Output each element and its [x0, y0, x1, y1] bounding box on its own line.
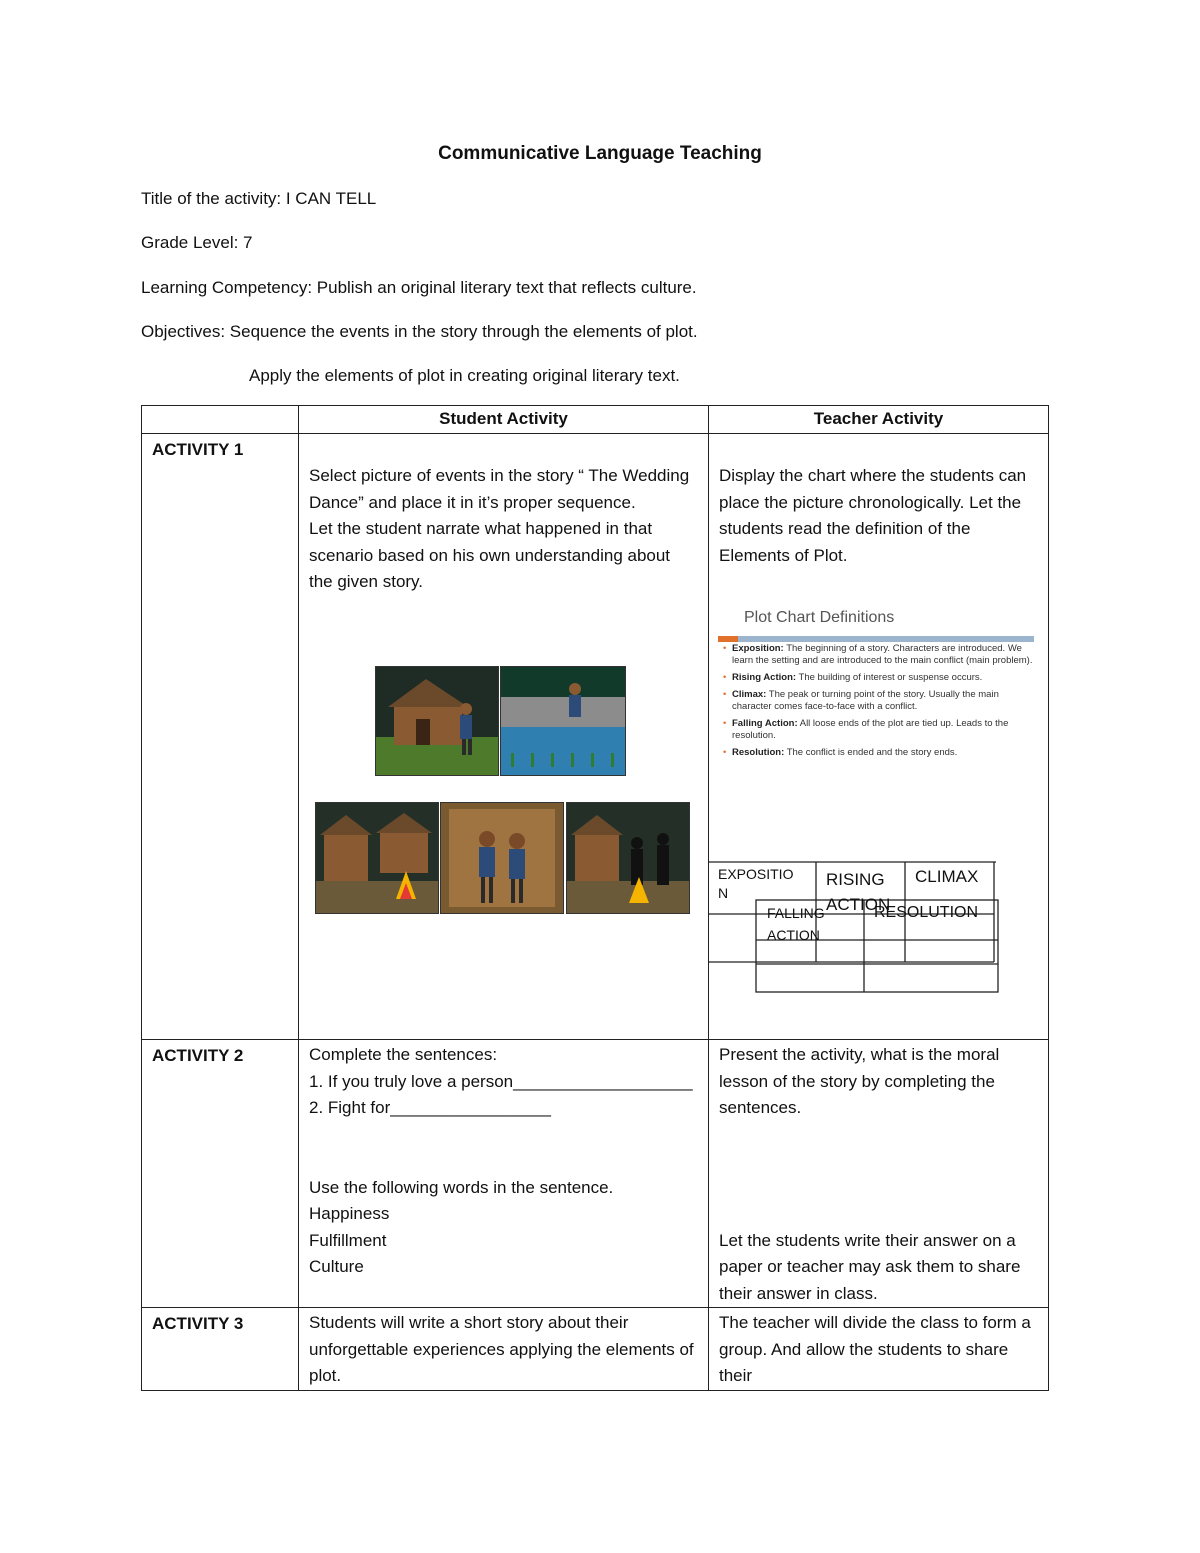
student-text: Select picture of events in the story “ The Wedding Dance” and place it in it’s proper sequence. Let the student narrate what happened in that scenario based on his own understanding about the given story.	[309, 466, 690, 591]
objective-2: Apply the elements of plot in creating original literary text.	[249, 366, 680, 385]
student-cell	[299, 1308, 709, 1391]
definition-term: Climax:	[732, 689, 767, 700]
row-label: ACTIVITY 2	[142, 1040, 299, 1308]
plot-label-rising-action: RISING ACTION	[826, 870, 891, 914]
student-cell	[299, 1040, 709, 1308]
student-text: Students will write a short story about their unforgettable experiences applying the elements of plot.	[309, 1313, 699, 1385]
plot-label-falling-action: FALLING ACTION	[767, 905, 825, 943]
table-header-row	[142, 406, 1049, 434]
list-item	[732, 672, 1037, 684]
header-empty	[142, 406, 299, 434]
teacher-cell	[709, 1040, 1049, 1308]
story-picture-rice-field	[500, 666, 626, 776]
story-picture-couple	[440, 802, 564, 914]
student-text: Complete the sentences: 1. If you truly love a person___________________ 2. Fight for_________________ Use the following words in the sentence. Happiness Fulfillment Culture	[309, 1045, 693, 1276]
plot-label-exposition: EXPOSITIO N	[718, 866, 794, 901]
plot-label-climax: CLIMAX	[915, 867, 979, 886]
grade-level: Grade Level: 7	[141, 233, 253, 252]
definition-text: The conflict is ended and the story ends.	[784, 747, 958, 758]
slide-divider	[718, 636, 1034, 642]
objective-1: Objectives: Sequence the events in the story through the elements of plot.	[141, 322, 698, 341]
plot-label-resolution: RESOLUTION	[874, 904, 979, 921]
story-picture-hut-night	[375, 666, 499, 776]
table-row	[142, 1040, 1049, 1308]
definition-text: The peak or turning point of the story. Usually the main character comes face-to-face with a conflict.	[732, 689, 999, 712]
header-student-activity: Student Activity	[299, 406, 709, 434]
row-label: ACTIVITY 3	[142, 1308, 299, 1391]
page-title: Communicative Language Teaching	[438, 143, 762, 164]
table-row	[142, 1308, 1049, 1391]
definition-term: Resolution:	[732, 747, 785, 758]
definition-text: The beginning of a story. Characters are introduced. We learn the setting and are introduced to the main conflict (main problem).	[732, 643, 1033, 666]
list-item	[732, 747, 1037, 759]
definition-term: Falling Action:	[732, 718, 798, 729]
list-item	[732, 689, 1037, 713]
list-item	[732, 718, 1037, 742]
teacher-text: The teacher will divide the class to form a group. And allow the students to share their	[719, 1313, 1036, 1385]
definition-text: The building of interest or suspense occurs.	[796, 672, 983, 683]
header-teacher-activity: Teacher Activity	[709, 406, 1049, 434]
list-item	[732, 643, 1037, 667]
learning-competency: Learning Competency: Publish an original literary text that reflects culture.	[141, 278, 697, 297]
activity-title: Title of the activity: I CAN TELL	[141, 189, 377, 208]
teacher-cell	[709, 1308, 1049, 1391]
teacher-text: Display the chart where the students can place the picture chronologically. Let the students read the definition of the Elements of Plot.	[719, 466, 1031, 565]
definition-list	[722, 643, 1037, 764]
slide-title: Plot Chart Definitions	[744, 609, 895, 626]
story-picture-fire-huts	[315, 802, 439, 914]
row-label: ACTIVITY 1	[142, 434, 299, 1040]
definition-term: Exposition:	[732, 643, 784, 654]
story-picture-dance-fire	[566, 802, 690, 914]
definition-text: All loose ends of the plot are tied up. Leads to the resolution.	[732, 718, 1009, 741]
teacher-text: Present the activity, what is the moral lesson of the story by completing the sentences. Let the students write their answer on a paper or teacher may ask them to share their answer in class.	[719, 1045, 1021, 1303]
definition-term: Rising Action:	[732, 672, 797, 683]
plot-chart-definitions	[716, 603, 1036, 803]
slide-divider-accent	[718, 636, 738, 642]
